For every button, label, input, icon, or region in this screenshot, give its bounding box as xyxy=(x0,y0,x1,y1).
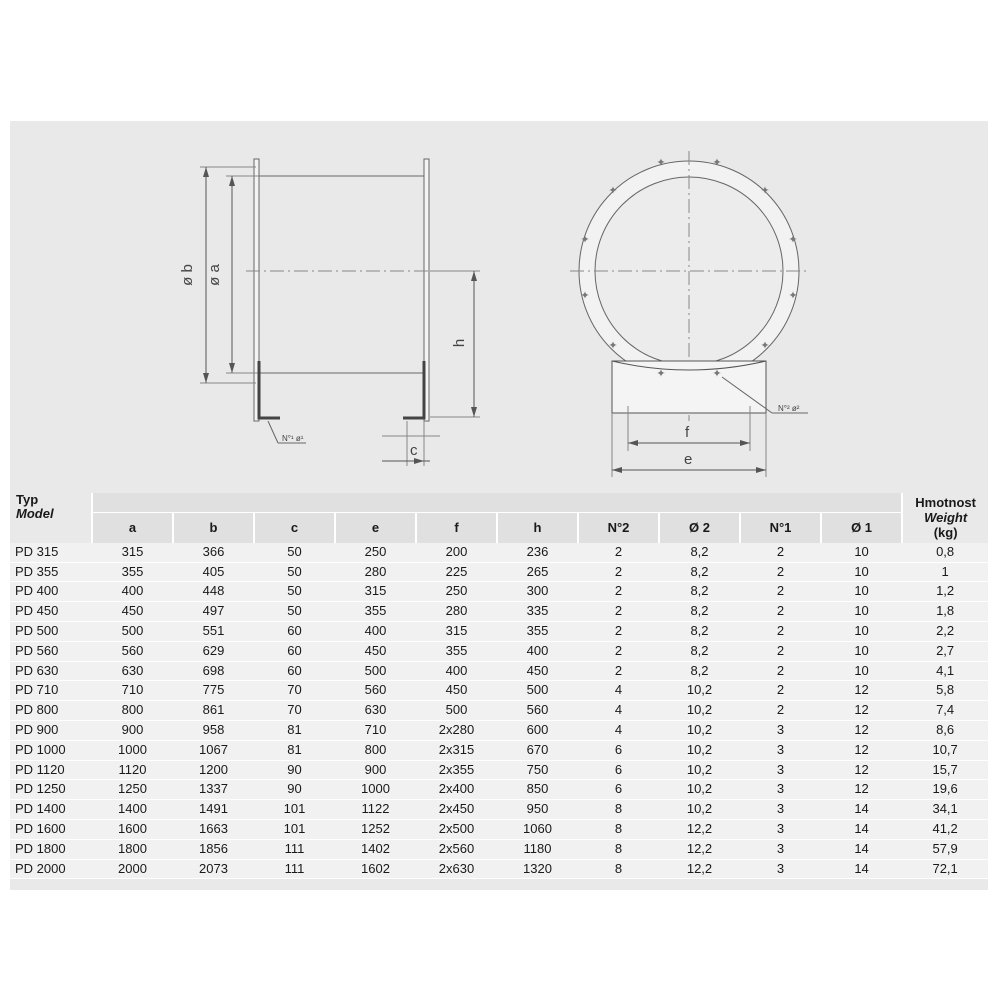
value-cell: 57,9 xyxy=(902,839,988,859)
value-cell: 2x400 xyxy=(416,780,497,800)
bolt-hole-icon: ✦ xyxy=(712,368,722,380)
value-cell: 366 xyxy=(173,543,254,562)
value-cell: 629 xyxy=(173,641,254,661)
value-cell: 81 xyxy=(254,720,335,740)
value-cell: 315 xyxy=(335,582,416,602)
value-cell: 12 xyxy=(821,760,902,780)
value-cell: 8,2 xyxy=(659,562,740,582)
value-cell: 6 xyxy=(578,740,659,760)
value-cell: 1600 xyxy=(92,819,173,839)
value-cell: 400 xyxy=(497,641,578,661)
model-cell: PD 1600 xyxy=(10,819,92,839)
table-row xyxy=(10,641,988,661)
front-view-labels xyxy=(684,404,800,468)
product-sheet xyxy=(10,121,988,890)
value-cell: 2 xyxy=(740,701,821,721)
value-cell: 2 xyxy=(578,602,659,622)
bolt-hole-icon: ✦ xyxy=(788,234,798,246)
value-cell: 8,2 xyxy=(659,543,740,562)
weight-header-label-cz: Hmotnost xyxy=(915,495,976,510)
value-cell: 2 xyxy=(740,602,821,622)
value-cell: 101 xyxy=(254,819,335,839)
value-cell: 72,1 xyxy=(902,859,988,879)
value-cell: 8 xyxy=(578,800,659,820)
value-cell: 10 xyxy=(821,562,902,582)
value-cell: 861 xyxy=(173,701,254,721)
value-cell: 1250 xyxy=(92,780,173,800)
spec-table xyxy=(10,493,988,879)
value-cell: 1120 xyxy=(92,760,173,780)
value-cell: 10 xyxy=(821,543,902,562)
value-cell: 265 xyxy=(497,562,578,582)
value-cell: 10,2 xyxy=(659,800,740,820)
bolt-hole-icon: ✦ xyxy=(712,157,722,169)
value-cell: 2x315 xyxy=(416,740,497,760)
value-cell: 1067 xyxy=(173,740,254,760)
value-cell: 698 xyxy=(173,661,254,681)
value-cell: 10,7 xyxy=(902,740,988,760)
value-cell: 50 xyxy=(254,543,335,562)
model-cell: PD 560 xyxy=(10,641,92,661)
table-row xyxy=(10,760,988,780)
model-cell: PD 1400 xyxy=(10,800,92,820)
value-cell: 41,2 xyxy=(902,819,988,839)
value-cell: 500 xyxy=(416,701,497,721)
model-cell: PD 1250 xyxy=(10,780,92,800)
value-cell: 5,8 xyxy=(902,681,988,701)
table-row xyxy=(10,859,988,879)
value-cell: 2000 xyxy=(92,859,173,879)
value-cell: 2 xyxy=(740,543,821,562)
value-cell: 315 xyxy=(416,621,497,641)
model-cell: PD 500 xyxy=(10,621,92,641)
value-cell: 1000 xyxy=(92,740,173,760)
value-cell: 900 xyxy=(335,760,416,780)
value-cell: 19,6 xyxy=(902,780,988,800)
value-cell: 2 xyxy=(740,661,821,681)
bolt-hole-icon: ✦ xyxy=(656,157,666,169)
value-cell: 1663 xyxy=(173,819,254,839)
value-cell: 958 xyxy=(173,720,254,740)
value-cell: 1800 xyxy=(92,839,173,859)
value-cell: 850 xyxy=(497,780,578,800)
value-cell: 250 xyxy=(335,543,416,562)
value-cell: 450 xyxy=(497,661,578,681)
value-cell: 60 xyxy=(254,661,335,681)
value-cell: 450 xyxy=(416,681,497,701)
value-cell: 10,2 xyxy=(659,701,740,721)
value-cell: 236 xyxy=(497,543,578,562)
bolt-hole-icon: ✦ xyxy=(656,368,666,380)
value-cell: 630 xyxy=(92,661,173,681)
column-header: Ø 1 xyxy=(821,512,902,543)
value-cell: 2 xyxy=(740,621,821,641)
value-cell: 12,2 xyxy=(659,859,740,879)
value-cell: 2 xyxy=(740,562,821,582)
value-cell: 0,8 xyxy=(902,543,988,562)
value-cell: 10,2 xyxy=(659,780,740,800)
table-row xyxy=(10,661,988,681)
value-cell: 560 xyxy=(92,641,173,661)
value-cell: 300 xyxy=(497,582,578,602)
value-cell: 90 xyxy=(254,780,335,800)
value-cell: 3 xyxy=(740,780,821,800)
value-cell: 10 xyxy=(821,641,902,661)
value-cell: 7,4 xyxy=(902,701,988,721)
value-cell: 950 xyxy=(497,800,578,820)
value-cell: 1122 xyxy=(335,800,416,820)
model-cell: PD 450 xyxy=(10,602,92,622)
value-cell: 8,2 xyxy=(659,602,740,622)
value-cell: 355 xyxy=(416,641,497,661)
value-cell: 1,2 xyxy=(902,582,988,602)
table-row xyxy=(10,701,988,721)
value-cell: 2,7 xyxy=(902,641,988,661)
value-cell: 50 xyxy=(254,582,335,602)
value-cell: 560 xyxy=(497,701,578,721)
value-cell: 500 xyxy=(92,621,173,641)
value-cell: 10 xyxy=(821,582,902,602)
model-cell: PD 2000 xyxy=(10,859,92,879)
value-cell: 14 xyxy=(821,839,902,859)
dim-a-label: ø a xyxy=(206,264,223,286)
model-cell: PD 315 xyxy=(10,543,92,562)
value-cell: 1180 xyxy=(497,839,578,859)
value-cell: 500 xyxy=(335,661,416,681)
value-cell: 111 xyxy=(254,859,335,879)
value-cell: 2 xyxy=(578,543,659,562)
value-cell: 1320 xyxy=(497,859,578,879)
value-cell: 6 xyxy=(578,780,659,800)
value-cell: 450 xyxy=(335,641,416,661)
value-cell: 315 xyxy=(92,543,173,562)
value-cell: 111 xyxy=(254,839,335,859)
value-cell: 12 xyxy=(821,701,902,721)
value-cell: 14 xyxy=(821,859,902,879)
value-cell: 775 xyxy=(173,681,254,701)
weight-header-unit: (kg) xyxy=(933,525,958,540)
bolt-hole-icon: ✦ xyxy=(580,290,590,302)
value-cell: 3 xyxy=(740,839,821,859)
value-cell: 4 xyxy=(578,681,659,701)
value-cell: 50 xyxy=(254,562,335,582)
value-cell: 405 xyxy=(173,562,254,582)
value-cell: 2x630 xyxy=(416,859,497,879)
model-cell: PD 355 xyxy=(10,562,92,582)
value-cell: 280 xyxy=(335,562,416,582)
value-cell: 8,2 xyxy=(659,582,740,602)
value-cell: 551 xyxy=(173,621,254,641)
value-cell: 250 xyxy=(416,582,497,602)
side-view xyxy=(200,159,480,466)
value-cell: 2 xyxy=(578,562,659,582)
value-cell: 34,1 xyxy=(902,800,988,820)
column-header: a xyxy=(92,512,173,543)
value-cell: 10,2 xyxy=(659,760,740,780)
value-cell: 2x280 xyxy=(416,720,497,740)
value-cell: 4 xyxy=(578,701,659,721)
value-cell: 14 xyxy=(821,800,902,820)
weight-header xyxy=(902,493,988,543)
value-cell: 10 xyxy=(821,621,902,641)
model-header xyxy=(10,493,92,543)
value-cell: 1,8 xyxy=(902,602,988,622)
value-cell: 600 xyxy=(497,720,578,740)
value-cell: 8 xyxy=(578,839,659,859)
value-cell: 2 xyxy=(578,582,659,602)
value-cell: 4,1 xyxy=(902,661,988,681)
value-cell: 710 xyxy=(335,720,416,740)
model-cell: PD 630 xyxy=(10,661,92,681)
value-cell: 8 xyxy=(578,819,659,839)
column-header: N°1 xyxy=(740,512,821,543)
value-cell: 400 xyxy=(335,621,416,641)
model-cell: PD 400 xyxy=(10,582,92,602)
value-cell: 1060 xyxy=(497,819,578,839)
value-cell: 450 xyxy=(92,602,173,622)
value-cell: 60 xyxy=(254,641,335,661)
value-cell: 10,2 xyxy=(659,681,740,701)
dim-c-label: c xyxy=(410,442,418,459)
value-cell: 2 xyxy=(740,641,821,661)
value-cell: 1400 xyxy=(92,800,173,820)
dim-h-label: h xyxy=(451,338,468,348)
table-row xyxy=(10,780,988,800)
value-cell: 2073 xyxy=(173,859,254,879)
value-cell: 670 xyxy=(497,740,578,760)
bolt-hole-icon: ✦ xyxy=(608,185,618,197)
table-row xyxy=(10,740,988,760)
value-cell: 3 xyxy=(740,800,821,820)
table-header-columns xyxy=(10,512,988,543)
value-cell: 8,2 xyxy=(659,661,740,681)
value-cell: 6 xyxy=(578,760,659,780)
table-body xyxy=(10,543,988,879)
value-cell: 3 xyxy=(740,859,821,879)
value-cell: 400 xyxy=(92,582,173,602)
value-cell: 2 xyxy=(578,621,659,641)
bolt-hole-icon: ✦ xyxy=(788,290,798,302)
column-header: Ø 2 xyxy=(659,512,740,543)
value-cell: 2 xyxy=(740,582,821,602)
value-cell: 70 xyxy=(254,701,335,721)
value-cell: 560 xyxy=(335,681,416,701)
bolt-hole-icon: ✦ xyxy=(760,185,770,197)
value-cell: 3 xyxy=(740,819,821,839)
value-cell: 10 xyxy=(821,661,902,681)
note-n1-label: N°¹ ø¹ xyxy=(282,434,304,443)
model-cell: PD 900 xyxy=(10,720,92,740)
value-cell: 500 xyxy=(497,681,578,701)
value-cell: 14 xyxy=(821,819,902,839)
table-row xyxy=(10,720,988,740)
column-header: N°2 xyxy=(578,512,659,543)
value-cell: 2x500 xyxy=(416,819,497,839)
value-cell: 2x355 xyxy=(416,760,497,780)
value-cell: 10,2 xyxy=(659,740,740,760)
value-cell: 1402 xyxy=(335,839,416,859)
table-row xyxy=(10,681,988,701)
table-row xyxy=(10,839,988,859)
table-row xyxy=(10,621,988,641)
column-header: c xyxy=(254,512,335,543)
value-cell: 12 xyxy=(821,681,902,701)
value-cell: 2x560 xyxy=(416,839,497,859)
value-cell: 1000 xyxy=(335,780,416,800)
model-cell: PD 710 xyxy=(10,681,92,701)
table-row xyxy=(10,582,988,602)
value-cell: 900 xyxy=(92,720,173,740)
value-cell: 101 xyxy=(254,800,335,820)
value-cell: 12,2 xyxy=(659,819,740,839)
value-cell: 2,2 xyxy=(902,621,988,641)
value-cell: 2 xyxy=(740,681,821,701)
value-cell: 60 xyxy=(254,621,335,641)
column-header: f xyxy=(416,512,497,543)
value-cell: 355 xyxy=(92,562,173,582)
value-cell: 335 xyxy=(497,602,578,622)
value-cell: 2x450 xyxy=(416,800,497,820)
value-cell: 1602 xyxy=(335,859,416,879)
value-cell: 1200 xyxy=(173,760,254,780)
bolt-hole-icon: ✦ xyxy=(760,340,770,352)
column-header: h xyxy=(497,512,578,543)
table-header-top xyxy=(10,493,988,512)
model-cell: PD 1000 xyxy=(10,740,92,760)
value-cell: 200 xyxy=(416,543,497,562)
dim-b-label: ø b xyxy=(179,264,196,286)
value-cell: 8,2 xyxy=(659,641,740,661)
dim-e-label: e xyxy=(684,451,693,468)
table-row xyxy=(10,800,988,820)
value-cell: 3 xyxy=(740,740,821,760)
value-cell: 225 xyxy=(416,562,497,582)
value-cell: 710 xyxy=(92,681,173,701)
value-cell: 630 xyxy=(335,701,416,721)
value-cell: 8,6 xyxy=(902,720,988,740)
value-cell: 400 xyxy=(416,661,497,681)
table-row xyxy=(10,562,988,582)
value-cell: 497 xyxy=(173,602,254,622)
bolt-hole-icon: ✦ xyxy=(580,234,590,246)
value-cell: 12 xyxy=(821,740,902,760)
value-cell: 800 xyxy=(335,740,416,760)
column-header: e xyxy=(335,512,416,543)
value-cell: 800 xyxy=(92,701,173,721)
column-header: b xyxy=(173,512,254,543)
value-cell: 50 xyxy=(254,602,335,622)
value-cell: 2 xyxy=(578,641,659,661)
value-cell: 355 xyxy=(335,602,416,622)
value-cell: 12,2 xyxy=(659,839,740,859)
model-cell: PD 800 xyxy=(10,701,92,721)
table-row xyxy=(10,819,988,839)
value-cell: 12 xyxy=(821,780,902,800)
model-cell: PD 1800 xyxy=(10,839,92,859)
value-cell: 15,7 xyxy=(902,760,988,780)
value-cell: 10 xyxy=(821,602,902,622)
bolt-hole-icon: ✦ xyxy=(608,340,618,352)
value-cell: 8,2 xyxy=(659,621,740,641)
model-cell: PD 1120 xyxy=(10,760,92,780)
value-cell: 1252 xyxy=(335,819,416,839)
value-cell: 3 xyxy=(740,720,821,740)
value-cell: 1337 xyxy=(173,780,254,800)
table-row xyxy=(10,602,988,622)
model-header-label-en: Model xyxy=(16,506,54,521)
header-band xyxy=(92,493,902,512)
weight-header-label-en: Weight xyxy=(924,510,968,525)
value-cell: 2 xyxy=(578,661,659,681)
value-cell: 81 xyxy=(254,740,335,760)
value-cell: 70 xyxy=(254,681,335,701)
value-cell: 10,2 xyxy=(659,720,740,740)
drawing-svg xyxy=(10,121,988,491)
value-cell: 4 xyxy=(578,720,659,740)
value-cell: 355 xyxy=(497,621,578,641)
value-cell: 280 xyxy=(416,602,497,622)
value-cell: 448 xyxy=(173,582,254,602)
value-cell: 3 xyxy=(740,760,821,780)
technical-drawing xyxy=(10,121,988,491)
value-cell: 1 xyxy=(902,562,988,582)
value-cell: 8 xyxy=(578,859,659,879)
value-cell: 90 xyxy=(254,760,335,780)
table-row xyxy=(10,543,988,562)
value-cell: 12 xyxy=(821,720,902,740)
value-cell: 1856 xyxy=(173,839,254,859)
note-n2-label: N°² ø² xyxy=(778,404,800,413)
model-header-label-cz: Typ xyxy=(16,492,39,507)
dim-f-label: f xyxy=(685,424,690,441)
value-cell: 750 xyxy=(497,760,578,780)
value-cell: 1491 xyxy=(173,800,254,820)
